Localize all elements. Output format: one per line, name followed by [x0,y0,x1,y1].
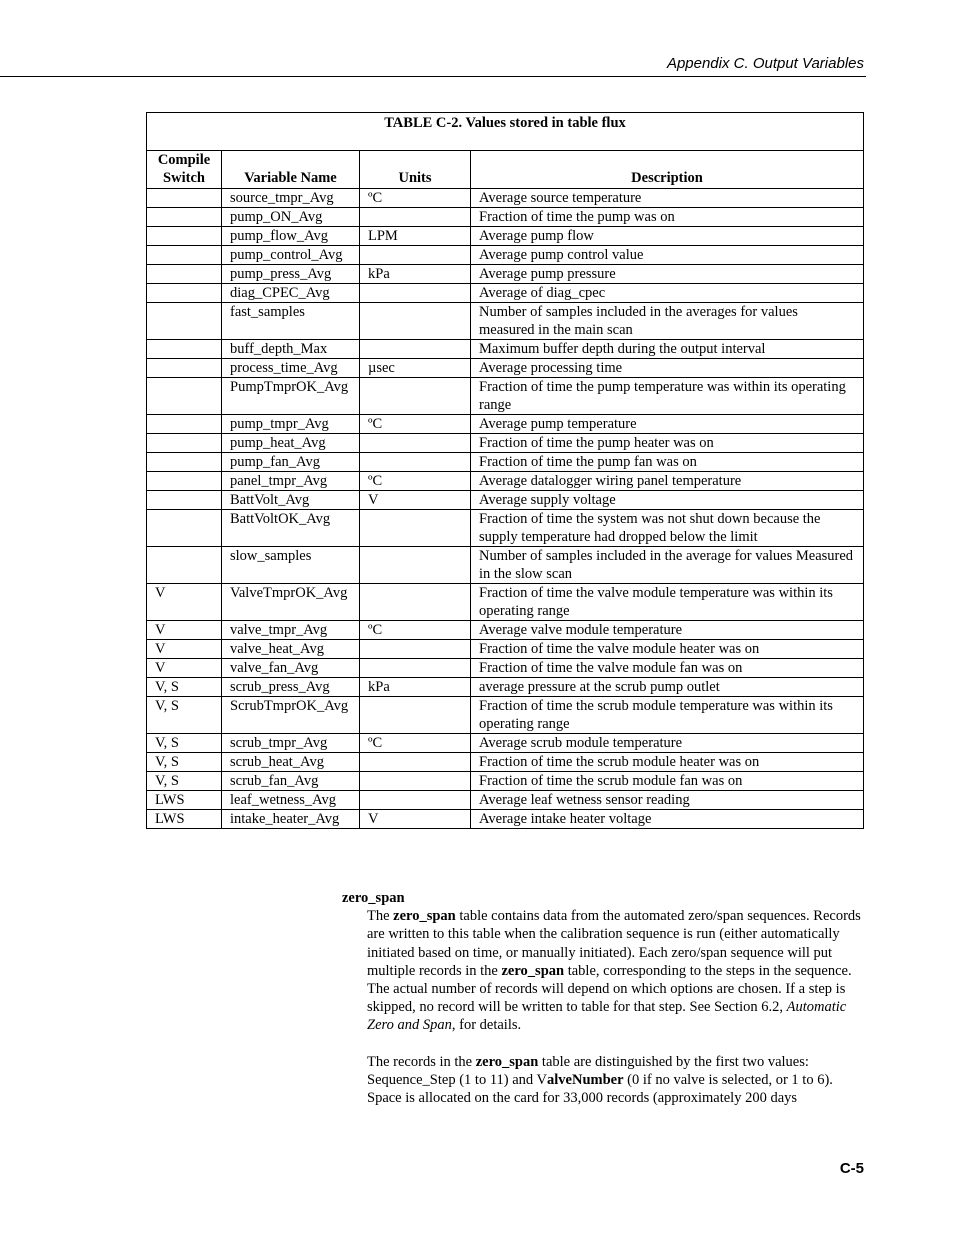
units-cell: LPM [360,227,471,246]
table-row [147,434,864,453]
description-cell: Average scrub module temperature [471,734,864,753]
compile-switch-cell [147,472,222,491]
description-cell: Fraction of time the pump temperature was within its operating range [471,378,864,415]
units-cell [360,753,471,772]
units-cell: ºC [360,734,471,753]
variable-name-cell: buff_depth_Max [222,340,360,359]
table-row [147,303,864,340]
variable-name-cell: pump_ON_Avg [222,208,360,227]
description-cell: Fraction of time the pump was on [471,208,864,227]
compile-switch-cell [147,491,222,510]
compile-switch-cell [147,208,222,227]
section-body [367,907,867,1107]
variable-name-cell: valve_heat_Avg [222,640,360,659]
description-cell: Average of diag_cpec [471,284,864,303]
units-cell [360,284,471,303]
table-row [147,547,864,584]
compile-switch-cell: V, S [147,734,222,753]
description-cell: Fraction of time the system was not shut down because the supply temperature had dropped below the limit [471,510,864,547]
column-header-compile-switch: Compile Switch [147,151,222,189]
units-cell: ºC [360,621,471,640]
units-cell [360,791,471,810]
variable-name-cell: leaf_wetness_Avg [222,791,360,810]
table-row [147,491,864,510]
section-heading: zero_span [342,890,405,906]
description-cell: Fraction of time the scrub module temperature was within its operating range [471,697,864,734]
units-cell [360,697,471,734]
variable-name-cell: ScrubTmprOK_Avg [222,697,360,734]
table-row [147,453,864,472]
compile-switch-cell [147,265,222,284]
compile-switch-cell: LWS [147,791,222,810]
paragraph-2: The records in the zero_span table are distinguished by the first two values: Sequence_Step (1 to 11) and ValveNumber (0 if no valve is selected, or 1 to 6). Space is allocated on the card for 33,000 records (approximately 200 days [367,1053,833,1107]
description-cell: Average valve module temperature [471,621,864,640]
units-cell [360,246,471,265]
units-cell [360,434,471,453]
table-row [147,791,864,810]
table-row [147,621,864,640]
table-row [147,189,864,208]
compile-switch-cell [147,284,222,303]
variable-name-cell: intake_heater_Avg [222,810,360,829]
compile-switch-cell [147,246,222,265]
variable-name-cell: diag_CPEC_Avg [222,284,360,303]
units-cell: ºC [360,415,471,434]
compile-switch-cell [147,510,222,547]
variable-name-cell: scrub_press_Avg [222,678,360,697]
units-cell [360,547,471,584]
table-row [147,659,864,678]
units-cell [360,340,471,359]
compile-switch-cell [147,415,222,434]
units-cell: V [360,491,471,510]
description-cell: average pressure at the scrub pump outlet [471,678,864,697]
table-row [147,227,864,246]
units-cell [360,303,471,340]
variable-name-cell: panel_tmpr_Avg [222,472,360,491]
variable-name-cell: scrub_fan_Avg [222,772,360,791]
units-cell: ºC [360,472,471,491]
header-rule [0,76,866,77]
table-row [147,640,864,659]
variable-name-cell: BattVoltOK_Avg [222,510,360,547]
zero-span-section [342,889,867,1125]
variable-name-cell: valve_tmpr_Avg [222,621,360,640]
units-cell: kPa [360,678,471,697]
description-cell: Fraction of time the pump heater was on [471,434,864,453]
table-row [147,772,864,791]
variable-name-cell: fast_samples [222,303,360,340]
table-row [147,265,864,284]
description-cell: Number of samples included in the averages for values measured in the main scan [471,303,864,340]
compile-switch-cell [147,189,222,208]
paragraph-1: The zero_span table contains data from the automated zero/span sequences. Records are written to this table when the calibration sequence is run (either automatically initiated based on time, or manually initiated). Each zero/span sequence will put multiple records in the zero_span table, corresponding to the steps in the sequence. The actual number of records will depend on which options are chosen. If a step is skipped, no record will be written to table for that step. See Section 6.2, Automatic Zero and Span, for details. [367,908,861,1034]
variable-name-cell: process_time_Avg [222,359,360,378]
description-cell: Average supply voltage [471,491,864,510]
units-cell [360,659,471,678]
description-cell: Fraction of time the valve module temperature was within its operating range [471,584,864,621]
table-row [147,472,864,491]
table-row [147,378,864,415]
variable-name-cell: pump_press_Avg [222,265,360,284]
variable-name-cell: scrub_heat_Avg [222,753,360,772]
table-row [147,246,864,265]
variable-name-cell: pump_control_Avg [222,246,360,265]
description-cell: Average pump flow [471,227,864,246]
description-cell: Fraction of time the scrub module fan was on [471,772,864,791]
compile-switch-cell: V [147,659,222,678]
variable-name-cell: pump_flow_Avg [222,227,360,246]
table-row [147,584,864,621]
table-row [147,678,864,697]
description-cell: Average source temperature [471,189,864,208]
units-cell [360,584,471,621]
description-cell: Average intake heater voltage [471,810,864,829]
variable-name-cell: PumpTmprOK_Avg [222,378,360,415]
description-cell: Average processing time [471,359,864,378]
variable-name-cell: source_tmpr_Avg [222,189,360,208]
column-header-variable-name: Variable Name [222,151,360,189]
units-cell [360,378,471,415]
compile-switch-cell [147,547,222,584]
units-cell: kPa [360,265,471,284]
variable-name-cell: valve_fan_Avg [222,659,360,678]
units-cell [360,640,471,659]
description-cell: Maximum buffer depth during the output interval [471,340,864,359]
units-cell [360,208,471,227]
compile-switch-cell: V [147,621,222,640]
table-row [147,697,864,734]
compile-switch-cell: V, S [147,697,222,734]
compile-switch-cell [147,434,222,453]
variable-name-cell: scrub_tmpr_Avg [222,734,360,753]
variable-name-cell: slow_samples [222,547,360,584]
table-row [147,810,864,829]
table-row [147,734,864,753]
compile-switch-cell: V [147,584,222,621]
description-cell: Fraction of time the valve module heater was on [471,640,864,659]
description-cell: Fraction of time the pump fan was on [471,453,864,472]
description-cell: Average pump pressure [471,265,864,284]
compile-switch-cell [147,303,222,340]
table-row [147,753,864,772]
table-row [147,415,864,434]
compile-switch-cell: LWS [147,810,222,829]
column-header-description: Description [471,151,864,189]
units-cell: ºC [360,189,471,208]
units-cell [360,772,471,791]
table-row [147,510,864,547]
table-body [147,189,864,829]
description-cell: Fraction of time the scrub module heater was on [471,753,864,772]
units-cell [360,453,471,472]
compile-switch-cell [147,227,222,246]
variable-name-cell: pump_heat_Avg [222,434,360,453]
description-cell: Average pump temperature [471,415,864,434]
variable-name-cell: pump_fan_Avg [222,453,360,472]
table-caption: TABLE C-2. Values stored in table flux [147,113,864,151]
units-cell: V [360,810,471,829]
description-cell: Number of samples included in the average for values Measured in the slow scan [471,547,864,584]
compile-switch-cell: V, S [147,678,222,697]
compile-switch-cell: V, S [147,753,222,772]
compile-switch-cell [147,340,222,359]
description-cell: Average datalogger wiring panel temperature [471,472,864,491]
description-cell: Fraction of time the valve module fan was on [471,659,864,678]
table-row [147,359,864,378]
table-row [147,284,864,303]
units-cell: µsec [360,359,471,378]
variable-name-cell: ValveTmprOK_Avg [222,584,360,621]
compile-switch-cell [147,378,222,415]
compile-switch-cell [147,359,222,378]
table-row [147,208,864,227]
page-number: C-5 [839,1160,864,1177]
variable-name-cell: pump_tmpr_Avg [222,415,360,434]
table-row [147,340,864,359]
description-cell: Average pump control value [471,246,864,265]
running-header: Appendix C. Output Variables [666,55,864,72]
compile-switch-cell: V, S [147,772,222,791]
flux-table [146,112,864,829]
units-cell [360,510,471,547]
compile-switch-cell: V [147,640,222,659]
column-header-units: Units [360,151,471,189]
variable-name-cell: BattVolt_Avg [222,491,360,510]
description-cell: Average leaf wetness sensor reading [471,791,864,810]
compile-switch-cell [147,453,222,472]
